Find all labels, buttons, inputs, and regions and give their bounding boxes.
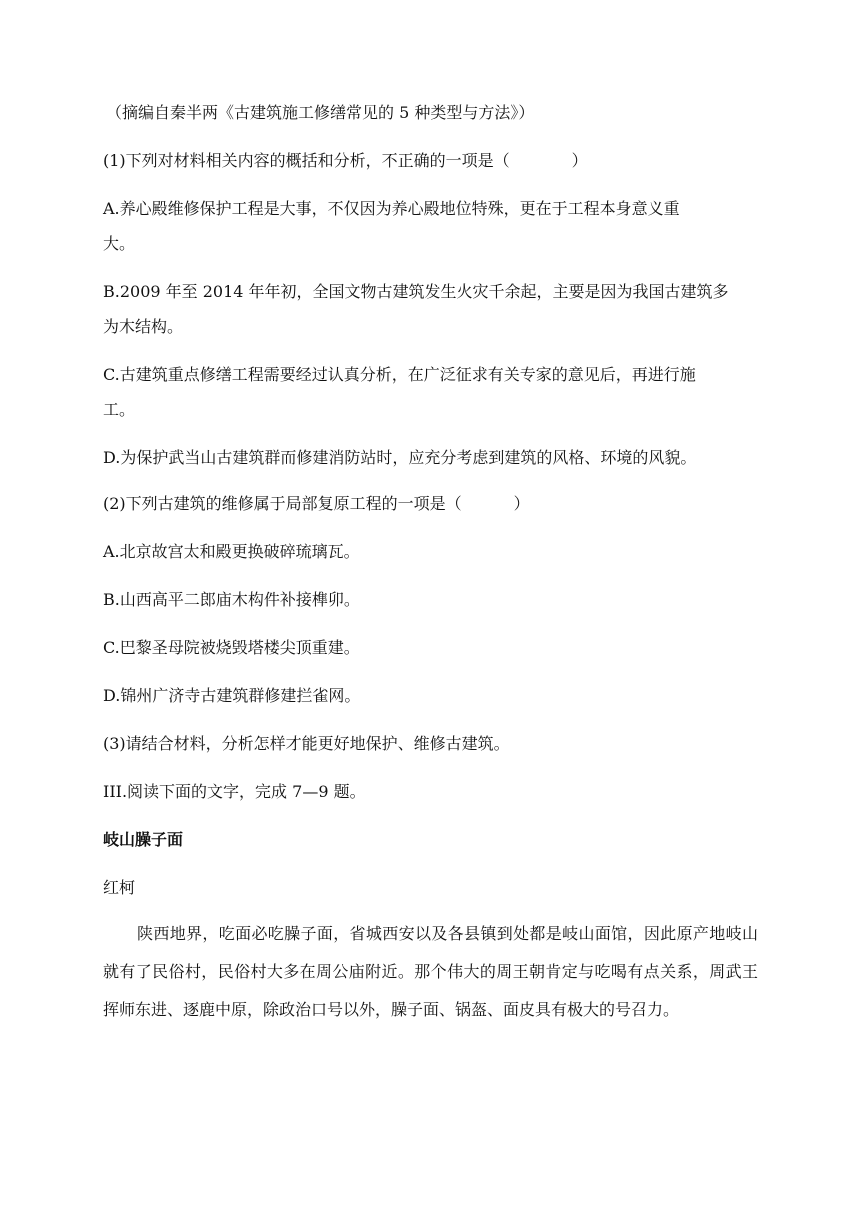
question-1-stem-text: (1)下列对材料相关内容的概括和分析，不正确的一项是（ bbox=[103, 151, 510, 170]
article-title: 岐山臊子面 bbox=[103, 830, 184, 849]
question-1-option-a-line-2: 大。 bbox=[103, 234, 136, 253]
question-2-option-d: D.锦州广济寺古建筑群修建拦雀网。 bbox=[103, 686, 361, 705]
question-2-stem bbox=[103, 496, 530, 512]
question-1-option-c-line-1: C.古建筑重点修缮工程需要经过认真分析，在广泛征求有关专家的意见后，再进行施 bbox=[103, 365, 696, 384]
article-author: 红柯 bbox=[103, 878, 136, 897]
question-1-stem-end: ） bbox=[571, 151, 588, 170]
source-citation: （摘编自秦半两《古建筑施工修缮常见的 5 种类型与方法》） bbox=[106, 103, 535, 122]
question-2-stem-end: ） bbox=[513, 494, 530, 513]
section-heading: III.阅读下面的文字，完成 7—9 题。 bbox=[103, 782, 366, 801]
question-1-option-c-line-2: 工。 bbox=[103, 400, 136, 419]
question-1-option-b-line-1: B.2009 年至 2014 年年初，全国文物古建筑发生火灾千余起，主要是因为我国古建筑多 bbox=[103, 282, 729, 301]
question-2-option-a: A.北京故宫太和殿更换破碎琉璃瓦。 bbox=[103, 542, 360, 561]
question-1-option-b-line-2: 为木结构。 bbox=[103, 317, 184, 336]
question-3: (3)请结合材料，分析怎样才能更好地保护、维修古建筑。 bbox=[103, 734, 510, 753]
question-2-option-c: C.巴黎圣母院被烧毁塔楼尖顶重建。 bbox=[103, 638, 360, 657]
question-2-stem-text: (2)下列古建筑的维修属于局部复原工程的一项是（ bbox=[103, 494, 462, 513]
question-1-stem bbox=[103, 153, 588, 169]
question-2-option-b: B.山西高平二郎庙木构件补接榫卯。 bbox=[103, 590, 360, 609]
article-paragraph: 陕西地界，吃面必吃臊子面，省城西安以及各县镇到处都是岐山面馆，因此原产地岐山就有了民俗村，民俗村大多在周公庙附近。那个伟大的周王朝肯定与吃喝有点关系，周武王挥师东进、逐鹿中原，除政治口号以外，臊子面、锅盔、面皮具有极大的号召力。 bbox=[103, 924, 758, 1019]
question-1-option-d: D.为保护武当山古建筑群而修建消防站时，应充分考虑到建筑的风格、环境的风貌。 bbox=[103, 448, 697, 467]
question-1-option-a-line-1: A.养心殿维修保护工程是大事，不仅因为养心殿地位特殊，更在于工程本身意义重 bbox=[103, 199, 680, 218]
